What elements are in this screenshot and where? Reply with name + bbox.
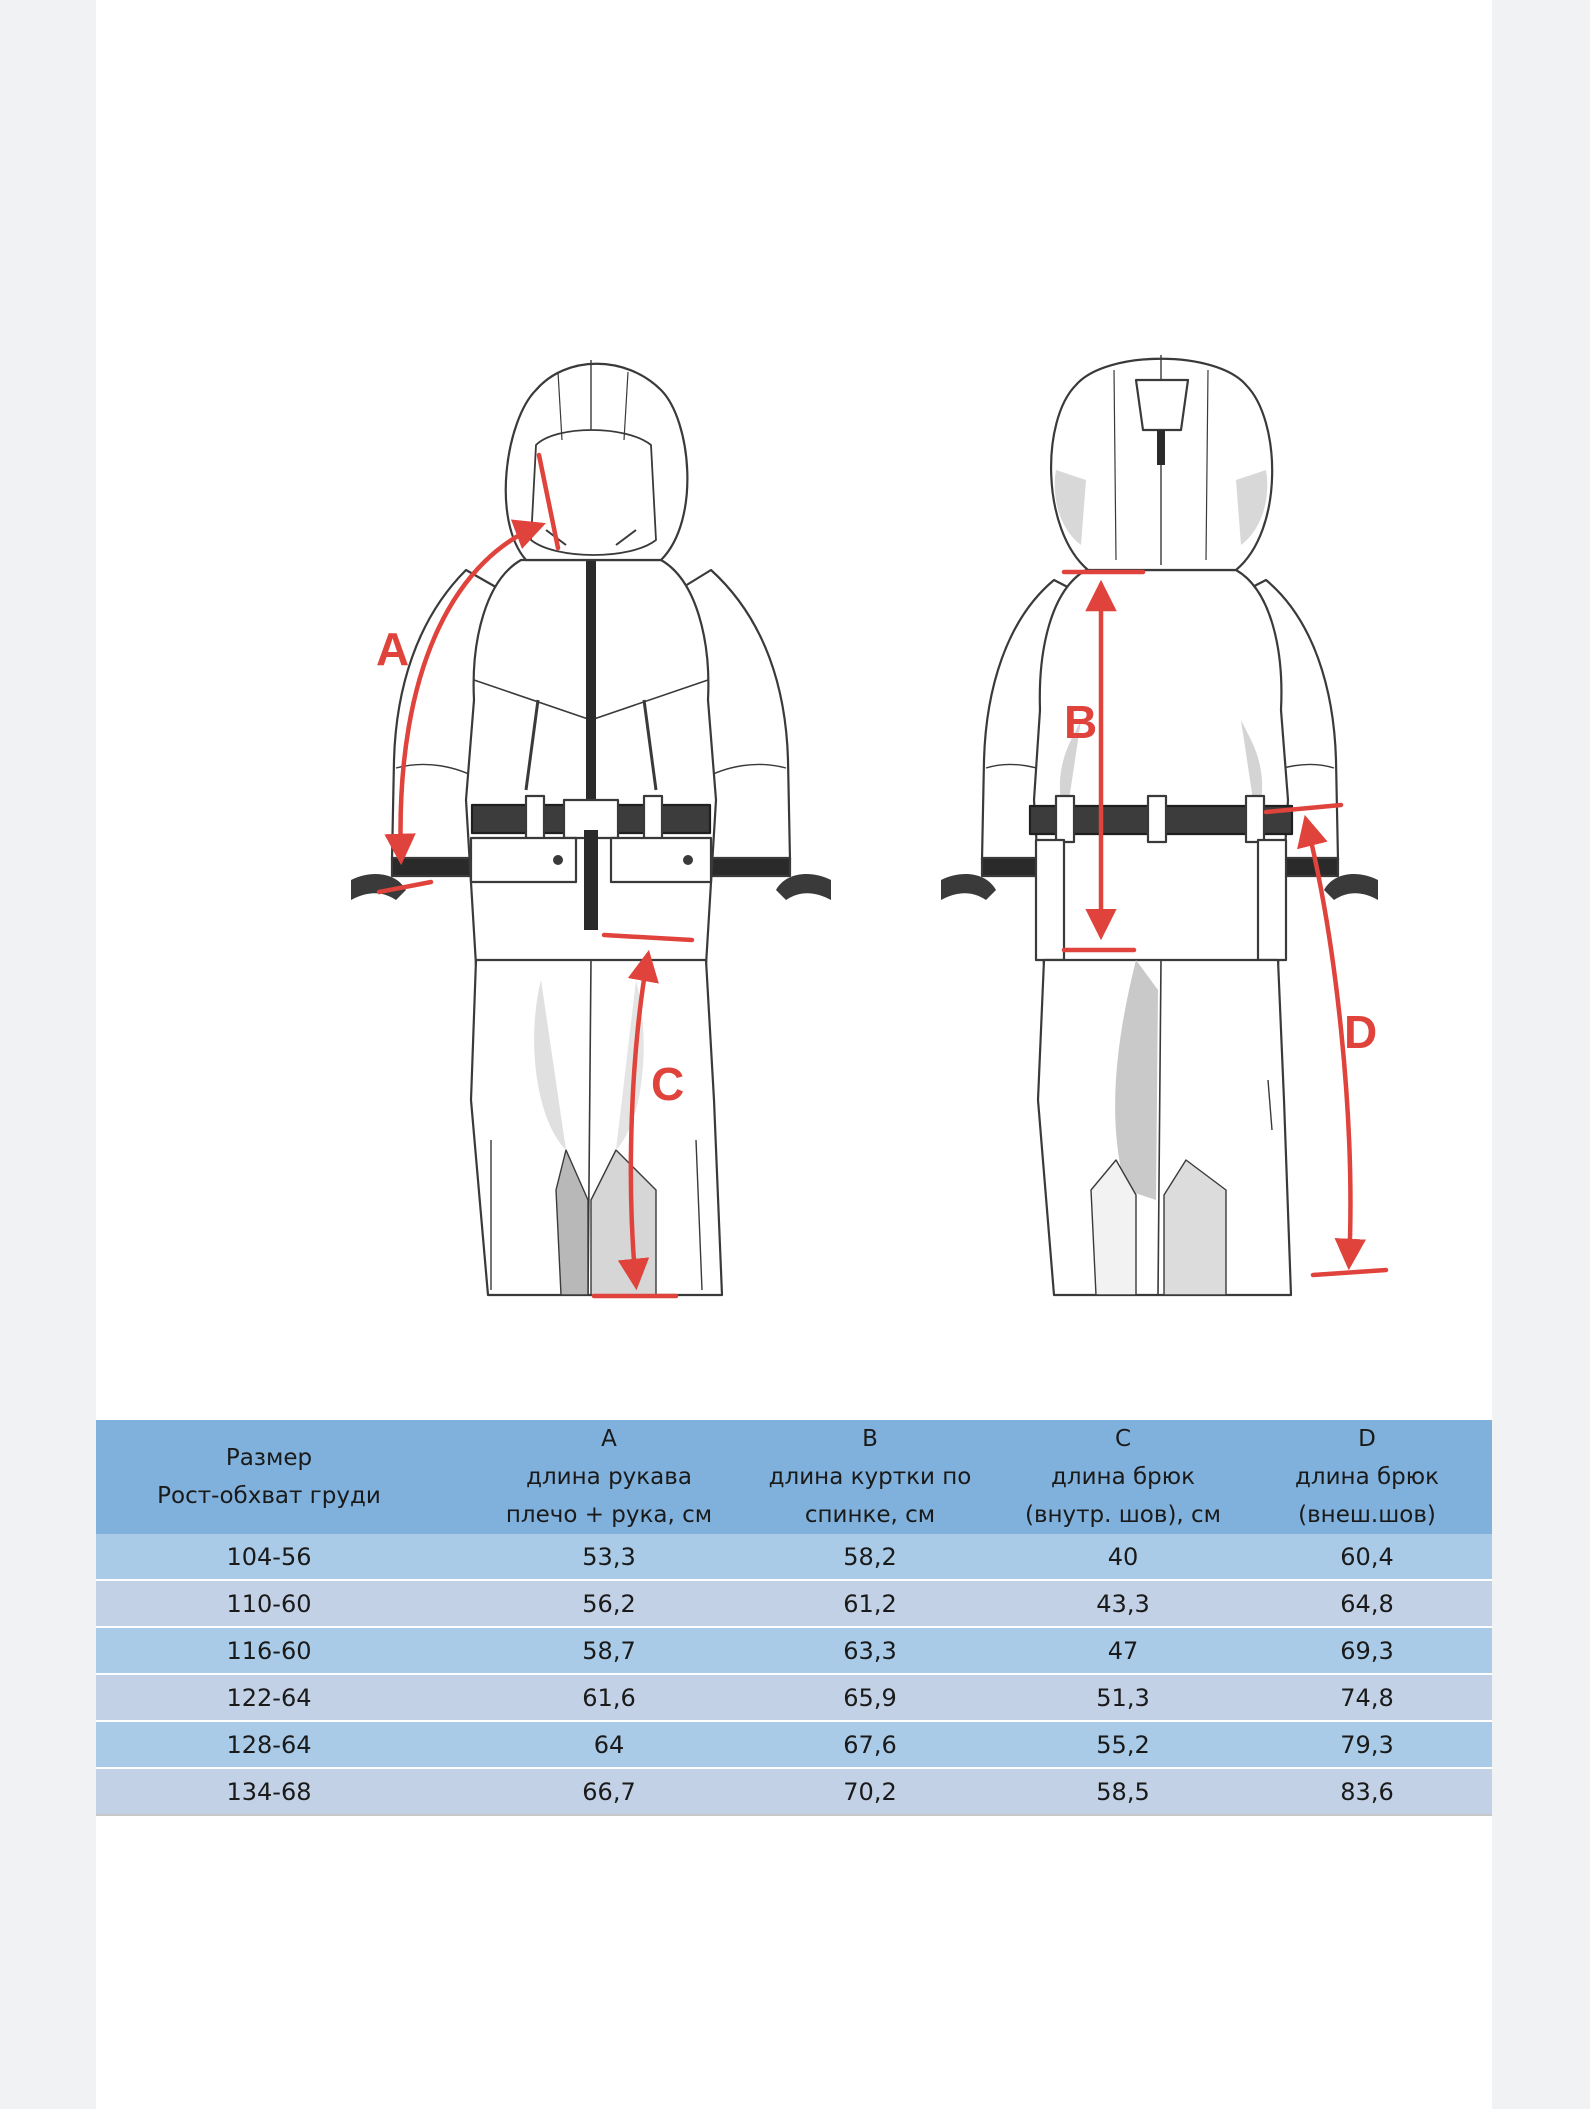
measurement-cell-b: 63,3 <box>736 1627 1004 1674</box>
measurement-cell-b: 61,2 <box>736 1580 1004 1627</box>
table-row <box>96 1674 1492 1721</box>
measurement-cell-d: 74,8 <box>1242 1674 1492 1721</box>
measurement-cell-b: 58,2 <box>736 1534 1004 1580</box>
column-header-line: длина брюк <box>1050 1464 1196 1490</box>
table-row <box>96 1627 1492 1674</box>
measurement-cell-d: 60,4 <box>1242 1534 1492 1580</box>
column-header-line: длина брюк <box>1294 1464 1440 1490</box>
column-header-line: A <box>601 1426 617 1452</box>
measurement-cell-b: 67,6 <box>736 1721 1004 1768</box>
measurement-cell-c: 58,5 <box>1004 1768 1242 1815</box>
measurement-cell-c: 55,2 <box>1004 1721 1242 1768</box>
measurement-cell-a: 66,7 <box>482 1768 736 1815</box>
table-row <box>96 1768 1492 1815</box>
column-header-line: длина рукава <box>526 1464 692 1490</box>
table-header-row <box>96 1420 1492 1534</box>
column-header-line: длина куртки по <box>768 1464 972 1490</box>
label-c: C <box>651 1058 685 1110</box>
measurement-cell-c: 43,3 <box>1004 1580 1242 1627</box>
column-header-d <box>1242 1420 1492 1534</box>
size-chart-sheet <box>96 0 1492 2109</box>
column-header-a <box>482 1420 736 1534</box>
table-row <box>96 1580 1492 1627</box>
table-row <box>96 1721 1492 1768</box>
measurement-cell-d: 79,3 <box>1242 1721 1492 1768</box>
front-view <box>351 360 831 1295</box>
column-header-line: спинке, см <box>804 1502 936 1528</box>
table-row <box>96 1534 1492 1580</box>
measurement-cell-a: 53,3 <box>482 1534 736 1580</box>
label-d: D <box>1344 1006 1378 1058</box>
measurement-cell-a: 56,2 <box>482 1580 736 1627</box>
column-header-line: (внутр. шов), см <box>1024 1502 1222 1528</box>
column-header-line: плечо + рука, см <box>505 1502 713 1528</box>
size-table <box>96 1420 1492 1816</box>
overall-illustration <box>96 0 1492 1360</box>
measurement-cell-b: 65,9 <box>736 1674 1004 1721</box>
column-header-line: Размер <box>225 1445 313 1471</box>
size-cell: 134-68 <box>96 1768 482 1815</box>
measurement-cell-c: 47 <box>1004 1627 1242 1674</box>
measurement-cell-a: 64 <box>482 1721 736 1768</box>
measurement-cell-c: 51,3 <box>1004 1674 1242 1721</box>
size-cell: 122-64 <box>96 1674 482 1721</box>
size-cell: 110-60 <box>96 1580 482 1627</box>
column-header-line: D <box>1358 1426 1376 1452</box>
label-b: B <box>1064 696 1098 748</box>
column-header-b <box>736 1420 1004 1534</box>
measurement-cell-d: 83,6 <box>1242 1768 1492 1815</box>
column-header-line: C <box>1114 1426 1132 1452</box>
measurement-cell-a: 61,6 <box>482 1674 736 1721</box>
size-cell: 128-64 <box>96 1721 482 1768</box>
back-view <box>941 355 1378 1295</box>
column-header-line: B <box>862 1426 878 1452</box>
size-cell: 104-56 <box>96 1534 482 1580</box>
column-header-line: Рост-обхват груди <box>157 1483 381 1509</box>
size-cell: 116-60 <box>96 1627 482 1674</box>
column-header-line: (внеш.шов) <box>1298 1502 1436 1528</box>
measurement-cell-a: 58,7 <box>482 1627 736 1674</box>
measurement-cell-d: 64,8 <box>1242 1580 1492 1627</box>
measurement-cell-c: 40 <box>1004 1534 1242 1580</box>
measurement-cell-b: 70,2 <box>736 1768 1004 1815</box>
measurement-cell-d: 69,3 <box>1242 1627 1492 1674</box>
label-a: A <box>376 623 410 675</box>
column-header-size <box>96 1420 482 1534</box>
column-header-c <box>1004 1420 1242 1534</box>
